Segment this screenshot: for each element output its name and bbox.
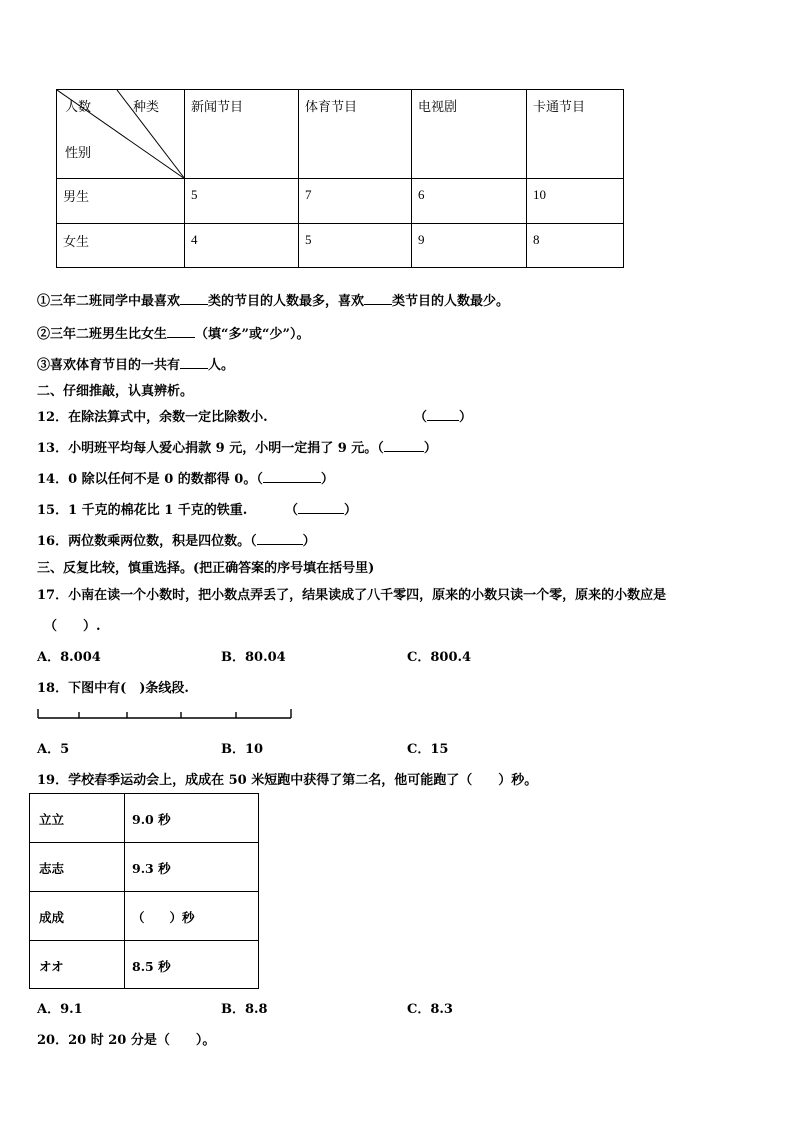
question-20: 20．20 时 20 分是（ ）。 — [37, 1033, 216, 1048]
option-b-17[interactable]: B．80.04 — [221, 650, 286, 665]
column-header: 新闻节目 — [184, 89, 299, 179]
answer-paren-14[interactable]: （ ） — [256, 472, 334, 487]
runner-name: オオ — [29, 940, 125, 989]
sub-question-1: ①三年二班同学中最喜欢 类的节目的人数最多，喜欢 类节目的人数最少。 — [37, 294, 510, 309]
judge-question-13: 13．小明班平均每人爱心捐款 9 元，小明一定捐了 9 元。（ ） — [37, 441, 437, 456]
header-diag-top-right: 种类 — [133, 100, 160, 115]
survey-table — [56, 89, 624, 268]
race-times-table — [29, 793, 259, 989]
runner-name: 立立 — [29, 793, 125, 843]
judge-question-12: 12．在除法算式中，余数一定比除数小. — [37, 410, 268, 425]
section-2-heading: 二、仔细推敲，认真辨析。 — [37, 384, 194, 399]
runner-time: 9.0 秒 — [124, 793, 259, 843]
question-17-line2: （ ）. — [44, 619, 101, 634]
option-b-19[interactable]: B．8.8 — [221, 1002, 268, 1017]
section-3-heading: 三、反复比较，慎重选择。(把正确答案的序号填在括号里) — [37, 561, 375, 576]
table-cell: 7 — [298, 178, 412, 224]
answer-paren-15[interactable]: （ ） — [285, 503, 358, 518]
judge-question-15: 15．1 千克的棉花比 1 千克的铁重. — [37, 503, 248, 518]
option-c-17[interactable]: C．800.4 — [407, 650, 472, 665]
table-cell: 9 — [411, 223, 527, 268]
column-header: 体育节目 — [298, 89, 412, 179]
judge-question-14: 14．0 除以任何不是 0 的数都得 0。（ ） — [37, 472, 334, 487]
line-segment-figure — [36, 705, 294, 721]
option-a-17[interactable]: A．8.004 — [37, 650, 101, 665]
column-header: 电视剧 — [411, 89, 527, 179]
option-a-19[interactable]: A．9.1 — [37, 1002, 83, 1017]
row-label: 男生 — [56, 178, 185, 224]
header-diagonal-cell — [56, 89, 185, 179]
option-b-18[interactable]: B．10 — [221, 742, 264, 757]
table-cell: 6 — [411, 178, 527, 224]
sub-question-2: ②三年二班男生比女生 （填“多”或“少”）。 — [37, 327, 310, 342]
answer-blank[interactable] — [167, 325, 195, 338]
runner-name: 志志 — [29, 842, 125, 892]
row-label: 女生 — [56, 223, 185, 268]
table-cell: 10 — [526, 178, 624, 224]
answer-paren-12[interactable]: （ ） — [414, 410, 473, 425]
answer-blank[interactable] — [180, 356, 208, 369]
table-cell: 8 — [526, 223, 624, 268]
header-diag-bottom: 性别 — [65, 146, 92, 161]
question-19: 19．学校春季运动会上，成成在 50 米短跑中获得了第二名，他可能跑了（ ）秒。 — [37, 773, 538, 788]
answer-blank[interactable] — [364, 292, 392, 305]
table-cell: 5 — [298, 223, 412, 268]
runner-time: （ ）秒 — [124, 891, 259, 941]
table-cell: 4 — [184, 223, 299, 268]
question-18: 18．下图中有( )条线段. — [37, 681, 189, 696]
runner-time: 8.5 秒 — [124, 940, 259, 989]
question-17: 17．小南在读一个小数时，把小数点弄丢了，结果读成了八千零四，原来的小数只读一个零，原来的小数应是 — [37, 588, 667, 603]
answer-paren-13[interactable]: （ ） — [377, 441, 437, 456]
header-diag-top: 人数 — [65, 100, 92, 115]
judge-question-16: 16．两位数乘两位数，积是四位数。（ ） — [37, 534, 316, 549]
sub-question-3: ③喜欢体育节目的一共有 人。 — [37, 358, 235, 373]
answer-paren-16[interactable]: （ ） — [250, 534, 316, 549]
option-c-19[interactable]: C．8.3 — [407, 1002, 453, 1017]
runner-name: 成成 — [29, 891, 125, 941]
runner-time: 9.3 秒 — [124, 842, 259, 892]
column-header: 卡通节目 — [526, 89, 624, 179]
option-a-18[interactable]: A．5 — [37, 742, 70, 757]
table-cell: 5 — [184, 178, 299, 224]
answer-blank[interactable] — [180, 292, 208, 305]
option-c-18[interactable]: C．15 — [407, 742, 449, 757]
